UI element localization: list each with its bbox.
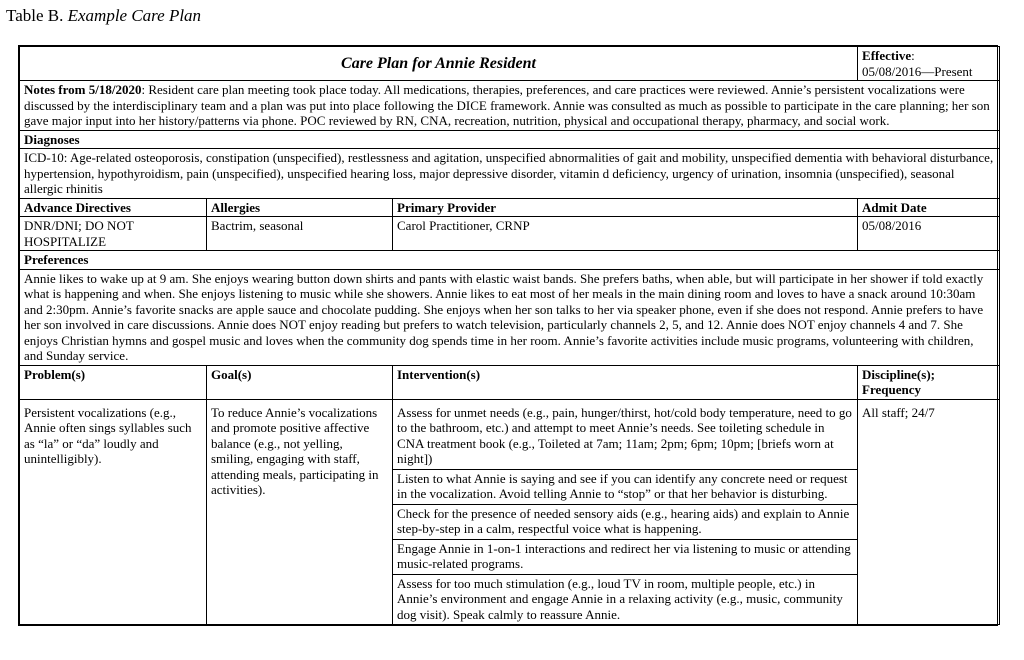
info-header-row [20, 198, 1000, 217]
title-row [20, 47, 1000, 81]
goals-header: Goal(s) [207, 365, 393, 399]
diagnoses-header-row [20, 130, 1000, 149]
primary-provider-header: Primary Provider [393, 198, 858, 217]
notes-cell [20, 81, 1000, 131]
interventions-cell [393, 399, 858, 625]
plan-title: Care Plan for Annie Resident [20, 47, 858, 81]
intervention-item: Assess for unmet needs (e.g., pain, hunger/thirst, hot/cold body temperature, need to go to the bathroom, etc.) and attempt to meet Annie’s needs. See toileting schedule in CNA treatment book (e.g., Toileted at 7am; 11am; 2pm; 6pm; 10pm; [briefs worn at night]) [393, 400, 857, 470]
caption-title: Example Care Plan [67, 6, 202, 25]
intervention-item: Listen to what Annie is saying and see if you can identify any concrete need or request in the vocalization. Avoid telling Annie to “stop” or that her behavior is disturbing. [393, 470, 857, 505]
diagnoses-row [20, 149, 1000, 199]
caption-label: Table B. [6, 6, 64, 25]
preferences-row [20, 269, 1000, 365]
effective-colon: : [911, 48, 915, 63]
interventions-header: Intervention(s) [393, 365, 858, 399]
effective-value: 05/08/2016—Present [862, 63, 973, 79]
info-value-row [20, 217, 1000, 251]
notes-row [20, 81, 1000, 131]
plan-row [20, 399, 1000, 625]
plan-header-row [20, 365, 1000, 399]
allergies-header: Allergies [207, 198, 393, 217]
problem-text: Persistent vocalizations (e.g., Annie often sings syllables such as “la” or “da” loudly and unintelligibly). [20, 399, 207, 625]
intervention-item: Engage Annie in 1-on-1 interactions and redirect her via listening to music or attending music-related programs. [393, 540, 857, 575]
intervention-item: Assess for too much stimulation (e.g., loud TV in room, multiple people, etc.) in Annie’s environment and engage Annie in a relaxing activity (e.g., music, community dog visit). Speak calmly to reassure Annie. [397, 575, 843, 622]
effective-cell [858, 47, 1000, 81]
discipline-header: Discipline(s); Frequency [858, 365, 1000, 399]
notes-label: Notes from 5/18/2020 [24, 82, 142, 97]
primary-provider-value: Carol Practitioner, CRNP [393, 217, 858, 251]
effective-label: Effective [862, 48, 912, 63]
care-plan-table [18, 45, 998, 626]
table-caption [6, 6, 201, 26]
problems-header: Problem(s) [20, 365, 207, 399]
advance-directives-value: DNR/DNI; DO NOT HOSPITALIZE [20, 217, 207, 251]
preferences-header: Preferences [20, 251, 1000, 270]
notes-text: : Resident care plan meeting took place today. All medications, therapies, preferences, and care practices were reviewed. Annie’s persistent vocalizations were discussed by the interdisciplinary team and a plan was put into place following the DICE framework. Annie was consulted as much as possible to participate in the care planning; her son gave major input into her history/patterns via phone. POC reviewed by RN, CNA, recreation, nutrition, physical and occupational therapy, pharmacy, and social work. [24, 82, 990, 128]
admit-date-header: Admit Date [858, 198, 1000, 217]
diagnoses-text: ICD-10: Age-related osteoporosis, constipation (unspecified), restlessness and agitation, unspecified abnormalities of gait and mobility, unspecified dementia with behavioral disturbance, hypertension, hypothyroidism, pain (unspecified), unspecified hearing loss, major depressive disorder, vitamin d deficiency, urgency of urination, insomnia (unspecified), seasonal allergic rhinitis [20, 149, 1000, 199]
discipline-text: All staff; 24/7 [858, 399, 1000, 625]
intervention-item: Check for the presence of needed sensory aids (e.g., hearing aids) and explain to Annie step-by-step in a calm, respectful voice what is happening. [393, 505, 857, 540]
diagnoses-header: Diagnoses [20, 130, 1000, 149]
advance-directives-header: Advance Directives [20, 198, 207, 217]
preferences-text: Annie likes to wake up at 9 am. She enjoys wearing button down shirts and pants with elastic waist bands. She prefers baths, when able, but will participate in her shower if told exactly what is happening and when. She enjoys listening to music while she showers. Annie likes to eat most of her meals in the main dining room and loves to have a snack around 10:30am and 2:30pm. Annie’s favorite snacks are apple sauce and chocolate pudding. She enjoys when her son talks to her via speaker phone, even if she does not respond. Annie prefers to have her son involved in care discussions. Annie does NOT enjoy reading but prefers to watch television, particularly channels 2, 5, and 12. Annie does NOT enjoy channels 4 and 7. She enjoys Christian hymns and gospel music and loves when the community dog spends time in her room. Annie’s favorite activities include music programs, volunteering with children, and Sunday service. [20, 269, 1000, 365]
preferences-header-row [20, 251, 1000, 270]
goal-text: To reduce Annie’s vocalizations and promote positive affective balance (e.g., not yelling, smiling, engaging with staff, attending meals, participating in activities). [207, 399, 393, 625]
allergies-value: Bactrim, seasonal [207, 217, 393, 251]
admit-date-value: 05/08/2016 [858, 217, 1000, 251]
